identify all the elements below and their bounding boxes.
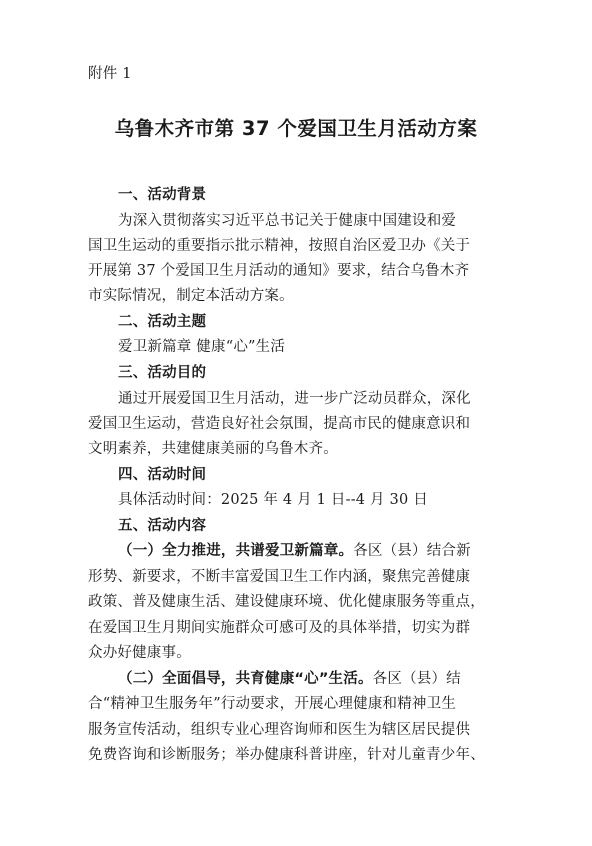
paragraph-line: 合“精神卫生服务年”行动要求，开展心理健康和精神卫生 xyxy=(88,696,457,712)
content-item-1-first-line xyxy=(118,541,471,561)
paragraph-line: 市实际情况，制定本活动方案。 xyxy=(88,288,294,304)
time-text: 具体活动时间：2025 年 4 月 1 日--4 月 30 日 xyxy=(118,492,428,508)
paragraph-line: 通过开展爱国卫生月活动，进一步广泛动员群众，深化 xyxy=(118,391,471,407)
section-heading-time: 四、活动时间 xyxy=(118,467,207,483)
paragraph-line: 众办好健康事。 xyxy=(88,645,191,661)
content-item-2-first-line xyxy=(118,669,461,689)
content-item-2-lead: （二）全面倡导，共育健康“心”生活。 xyxy=(118,671,373,687)
theme-text: 爱卫新篇章 健康“心”生活 xyxy=(118,339,286,355)
content-item-1-lead: （一）全力推进，共谱爱卫新篇章。 xyxy=(118,543,354,559)
attachment-label: 附件 1 xyxy=(88,66,132,82)
document-title: 乌鲁木齐市第 37 个爱国卫生月活动方案 xyxy=(114,117,478,140)
paragraph-line: 形势、新要求，不断丰富爱国卫生工作内涵，聚焦完善健康 xyxy=(88,569,471,585)
paragraph-line: 文明素养，共建健康美丽的乌鲁木齐。 xyxy=(88,441,338,457)
paragraph-line: 爱国卫生运动，营造良好社会氛围，提高市民的健康意识和 xyxy=(88,416,471,432)
paragraph-line: 在爱国卫生月期间实施群众可感可及的具体举措，切实为群 xyxy=(88,620,471,636)
paragraph-line: 政策、普及健康生活、建设健康环境、优化健康服务等重点， xyxy=(88,594,485,610)
section-heading-background: 一、活动背景 xyxy=(118,187,207,203)
content-item-1-rest: 各区（县）结合新 xyxy=(353,543,471,559)
paragraph-line: 开展第 37 个爱国卫生月活动的通知》要求，结合乌鲁木齐 xyxy=(88,263,470,279)
paragraph-line: 为深入贯彻落实习近平总书记关于健康中国建设和爱 xyxy=(118,213,457,229)
section-heading-theme: 二、活动主题 xyxy=(118,314,207,330)
paragraph-line: 国卫生运动的重要指示批示精神，按照自治区爱卫办《关于 xyxy=(88,238,471,254)
paragraph-line: 服务宣传活动，组织专业心理咨询师和医生为辖区居民提供 xyxy=(88,722,471,738)
section-heading-purpose: 三、活动目的 xyxy=(118,365,207,381)
content-item-2-rest: 各区（县）结 xyxy=(372,671,461,687)
paragraph-line: 免费咨询和诊断服务；举办健康科普讲座，针对儿童青少年、 xyxy=(88,747,485,763)
section-heading-content: 五、活动内容 xyxy=(118,518,207,534)
